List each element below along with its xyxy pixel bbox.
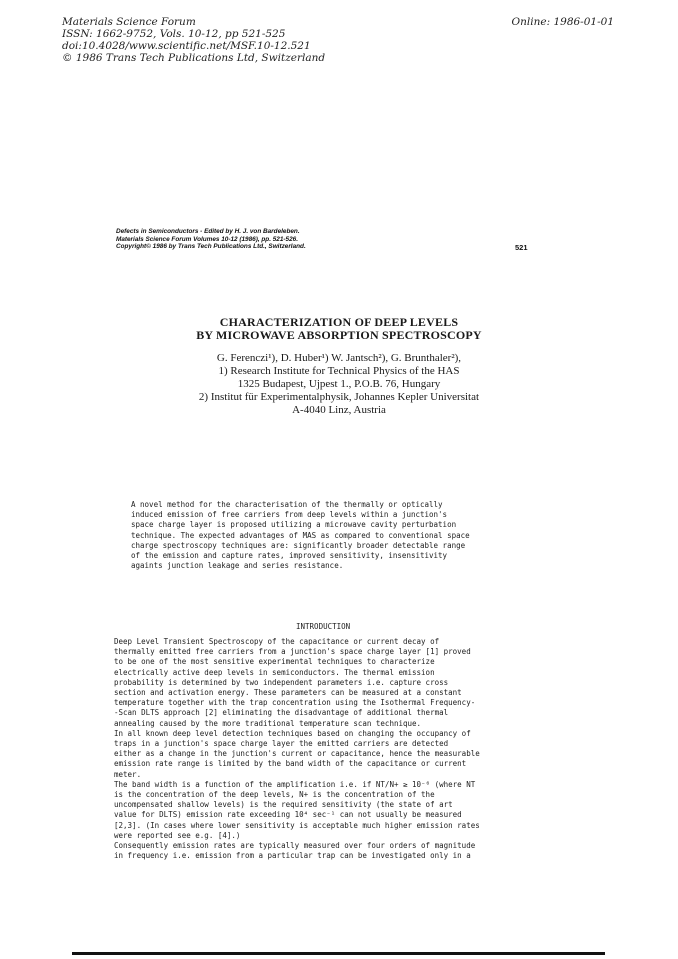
abstract-line: induced emission of free carriers from deep levels within a junction's bbox=[131, 510, 448, 520]
publication-info bbox=[62, 16, 325, 64]
doi-line: doi:10.4028/www.scientific.net/MSF.10-12.521 bbox=[62, 40, 311, 52]
body-line: value for DLTS) emission rate exceeding 10⁴ sec⁻¹ can not usually be measured bbox=[114, 810, 462, 820]
header-line: Defects in Semiconductors - Edited by H. J. von Bardeleben. bbox=[116, 228, 300, 235]
title-line: CHARACTERIZATION OF DEEP LEVELS bbox=[219, 315, 459, 329]
header-line: Materials Science Forum Volumes 10-12 (1986), pp. 521-526. bbox=[116, 235, 298, 243]
page-header bbox=[116, 228, 306, 251]
body-line: to be one of the most sensitive experimental techniques to characterize bbox=[114, 657, 435, 667]
abstract-line: of the emission and capture rates, improved sensitivity, insensitivity bbox=[131, 551, 448, 561]
body-line: emission rate range is limited by the band width of the capacitance or current bbox=[114, 759, 467, 769]
body-line: meter. bbox=[114, 769, 142, 779]
body-line: electrically active deep levels in semiconductors. The thermal emission bbox=[114, 667, 435, 677]
bottom-rule bbox=[72, 952, 605, 955]
body-line: [2,3]. (In cases where lower sensitivity is acceptable much higher emission rates bbox=[114, 820, 480, 830]
abstract-line: againts junction leakage and series resistance. bbox=[131, 561, 344, 571]
body-line: The band width is a function of the amplification i.e. if NT/N+ ≥ 10⁻⁶ (where NT bbox=[114, 779, 476, 789]
abstract-line: space charge layer is proposed utilizing a microwave cavity perturbation bbox=[131, 520, 457, 530]
issn-line: ISSN: 1662-9752, Vols. 10-12, pp 521-525 bbox=[62, 28, 286, 40]
author-names: G. Ferenczi¹), D. Huber¹) W. Jantsch²), G. Brunthaler²), bbox=[216, 352, 462, 364]
introduction-body bbox=[114, 637, 480, 861]
copyright-line: © 1986 Trans Tech Publications Ltd, Switzerland bbox=[62, 52, 326, 64]
paper-title bbox=[0, 316, 678, 342]
header-line: Copyright© 1986 by Trans Tech Publications Ltd., Switzerland. bbox=[116, 243, 306, 250]
affiliation-line: 2) Institut für Experimentalphysik, Johannes Kepler Universitat bbox=[198, 391, 480, 403]
affiliation-line: 1325 Budapest, Ujpest 1., P.O.B. 76, Hungary bbox=[237, 378, 441, 390]
affiliation-line: 1) Research Institute for Technical Physics of the HAS bbox=[218, 365, 460, 377]
abstract-line: charge spectroscopy techniques are: significantly broader detectable range bbox=[131, 540, 466, 550]
body-line: -Scan DLTS approach [2] eliminating the disadvantage of additional thermal bbox=[114, 708, 449, 718]
body-line: traps in a junction's space charge layer the emitted carriers are detected bbox=[114, 739, 449, 749]
body-line: is the concentration of the deep levels, N+ is the concentration of the bbox=[114, 790, 435, 800]
body-line: temperature together with the trap concentration using the Isothermal Frequency- bbox=[114, 698, 476, 708]
section-heading: INTRODUCTION bbox=[296, 622, 351, 631]
body-line: in frequency i.e. emission from a particular trap can be investigated only in a bbox=[114, 851, 471, 861]
body-line: probability is determined by two independent parameters i.e. capture cross bbox=[114, 677, 449, 687]
body-line: were reported see e.g. [4].) bbox=[114, 830, 241, 840]
body-line: thermally emitted free carriers from a junction's space charge layer [1] proved bbox=[114, 647, 471, 657]
body-line: Deep Level Transient Spectroscopy of the capacitance or current decay of bbox=[114, 637, 440, 646]
body-line: section and activation energy. These parameters can be measured at a constant bbox=[114, 688, 462, 698]
title-line: BY MICROWAVE ABSORPTION SPECTROSCOPY bbox=[196, 328, 482, 342]
body-line: annealing caused by the more traditional temperature scan technique. bbox=[114, 718, 422, 728]
body-line: either as a change in the junction's current or capacitance, hence the measurable bbox=[114, 749, 480, 759]
online-date: Online: 1986-01-01 bbox=[511, 16, 614, 28]
affiliation-line: A-4040 Linz, Austria bbox=[292, 404, 386, 416]
body-line: In all known deep level detection techniques based on changing the occupancy of bbox=[114, 728, 471, 738]
body-line: Consequently emission rates are typically measured over four orders of magnitude bbox=[114, 841, 476, 851]
journal-name: Materials Science Forum bbox=[62, 16, 196, 28]
abstract bbox=[131, 500, 470, 571]
body-line: uncompensated shallow levels) is the required sensitivity (the state of art bbox=[114, 800, 453, 810]
abstract-line: A novel method for the characterisation of the thermally or optically bbox=[131, 500, 443, 509]
page-number: 521 bbox=[515, 243, 528, 252]
abstract-line: technique. The expected advantages of MAS as compared to conventional space bbox=[131, 530, 470, 540]
author-block bbox=[0, 352, 678, 417]
